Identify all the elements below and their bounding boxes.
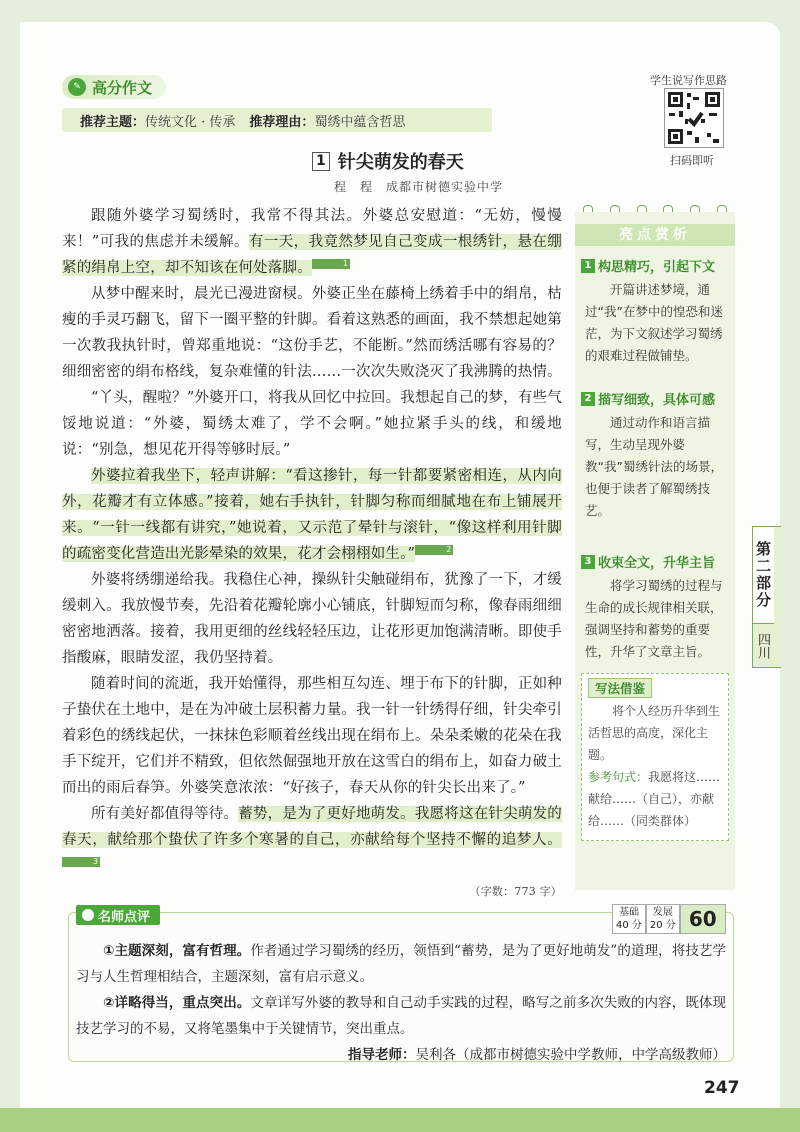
score-total: 60	[680, 904, 726, 934]
paragraph-1	[62, 203, 562, 281]
highlight-title-3	[575, 552, 735, 571]
recommend-bar	[62, 108, 492, 132]
score-basic-value: 40 分	[616, 920, 642, 931]
score-development	[646, 904, 680, 934]
highlight-title-1-text: 构思精巧，引起下文	[598, 260, 716, 275]
score-basic-label: 基础	[618, 907, 639, 918]
highlight-num-3: 3	[581, 555, 595, 569]
p7-text: 所有美好都值得等待。	[91, 806, 239, 822]
qr-code-icon[interactable]	[664, 88, 724, 148]
essay-number: 1	[312, 152, 330, 171]
score-dev-label: 发展	[652, 907, 673, 918]
p7-highlight: 蓄势，是为了更好地萌发。我愿将这在针尖萌发的春天，献给那个蛰伏了许多个寒暑的自己，亦献给每个坚持不懈的追梦人。	[62, 806, 563, 848]
tip-text: 将个人经历升华到生活哲思的高度，深化主题。	[588, 704, 721, 762]
paragraph-3: “丫头，醒啦？”外婆开口，将我从回忆中拉回。我想起自己的梦，有些气馁地说道：“外婆，蜀绣太难了，学不会啊。”她拉紧手头的线，和缓地说：“别急，想见花开得等够时辰。”	[62, 390, 562, 458]
highlight-title-2	[575, 389, 735, 408]
pen-icon: ✎	[68, 78, 86, 96]
review-tag	[76, 905, 160, 925]
paragraph-5: 外婆将绣绷递给我。我稳住心神，操纵针尖触碰绢布，犹豫了一下，才缓缓刺入。我放慢节奏，先沿着花瓣轮廓小心铺底，针脚短而匀称，像春雨细细密密地洒落。接着，我用更细的丝线轻轻压边，让花形更加饱满清晰。即使手指酸麻，眼睛发涩，我仍坚持着。	[62, 572, 562, 666]
qr-label: 扫码即听	[670, 154, 714, 167]
highlights-sidebar	[575, 212, 735, 890]
highlight-title-1	[575, 256, 735, 275]
topic-value: 传统文化 · 传承	[145, 114, 236, 130]
note-mark-2: 2	[415, 545, 453, 555]
essay-title	[312, 148, 464, 174]
review-point-2-text: 文章详写外婆的教导和自己动手实践的过程，略写之前多次失败的内容，既体现技艺学习的不易，又将笔墨集中于关键情节，突出重点。	[76, 995, 727, 1037]
p1-text: 跟随外婆学习蜀绣时，我常不得其法。外婆总安慰道：“无妨，慢慢来！”可我的焦虑并未缓解。	[62, 208, 562, 250]
section-label	[62, 75, 166, 99]
chapter-tab[interactable]	[752, 526, 781, 668]
paragraph-2: 从梦中醒来时，晨光已漫进窗棂。外婆正坐在藤椅上绣着手中的绢帛，枯瘦的手灵巧翻飞，留下一圈平整的针脚。看着这熟悉的画面，我不禁想起她第一次教我执针时，曾郑重地说：“这份手艺，不能断。”然而绣活哪有容易的？细细密密的绢布格线，复杂难懂的针法……一次次失败浇灭了我沸腾的热情。	[62, 286, 562, 380]
highlight-num-1: 1	[581, 259, 595, 273]
note-mark-1: 1	[312, 259, 350, 269]
paragraph-7	[62, 801, 562, 879]
page-number: 247	[704, 1078, 740, 1098]
review-point-2	[76, 990, 726, 1042]
p4-highlight: 外婆拉着我坐下，轻声讲解：“看这掺针，每一针都要紧密相连，从内向外，花瓣才有立体感。”接着，她右手执针，针脚匀称而细腻地在布上铺展开来。“一针一线都有讲究，”她说着，又示范了晕针与滚针，“像这样利用针脚的疏密变化营造出光影晕染的效果，花才会栩栩如生。”	[62, 468, 562, 562]
review-point-1-title: ①主题深刻，富有哲理。	[103, 943, 251, 959]
highlight-num-2: 2	[581, 392, 595, 406]
paragraph-4	[62, 463, 562, 567]
review-tag-text: 名师点评	[98, 909, 151, 925]
tab-part: 第二部分	[753, 527, 774, 624]
reason-value: 蜀绣中蕴含哲思	[314, 114, 406, 130]
p1-highlight: 有一天，我竟然梦见自己变成一根绣针，悬在绷紧的绢帛上空，却不知该在何处落脚。	[62, 234, 563, 276]
essay-body	[62, 203, 562, 905]
score-basic	[612, 904, 646, 934]
byline: 程 程 成都市树德实验中学	[334, 180, 504, 194]
teacher-text: 吴利各（成都市树德实验中学教师，中学高级教师）	[415, 1047, 726, 1063]
teacher-credit	[76, 1042, 726, 1068]
note-mark-3: 3	[62, 857, 100, 867]
highlight-text-3: 将学习蜀绣的过程与生命的成长规律相关联，强调坚持和蓄势的重要性，升华了文章主旨。	[585, 578, 723, 659]
sidebar-heading-text: 亮点赏析	[619, 227, 691, 243]
review-point-1	[76, 938, 726, 990]
qr-caption: 学生说写作思路	[650, 74, 727, 87]
tip-reference	[588, 766, 722, 832]
tab-region: 四川	[755, 632, 770, 659]
bottom-band	[0, 1108, 800, 1132]
highlight-text-1: 开篇讲述梦境，通过“我”在梦中的惶恐和迷茫，为下文叙述学习蜀绣的艰难过程做铺垫。	[585, 282, 723, 363]
essay-title-text: 针尖萌发的春天	[337, 152, 464, 173]
highlight-text-2: 通过动作和语言描写，生动呈现外婆教“我”蜀绣针法的场景，也便于读者了解蜀绣技艺。	[585, 415, 723, 518]
highlight-title-2-text: 描写细致，具体可感	[598, 393, 716, 408]
word-count: （字数：773 字）	[469, 885, 562, 898]
teacher-label: 指导老师：	[348, 1047, 416, 1063]
tip-ref-text: 我愿将这……献给……（自己），亦献给……（同类群体）	[588, 770, 721, 828]
review-body	[76, 938, 726, 1068]
score-box	[612, 904, 726, 934]
paragraph-6: 随着时间的流逝，我开始懂得，那些相互勾连、埋于布下的针脚，正如种子蛰伏在土地中，是在为冲破土层积蓄力量。我一针一针绣得仔细，针尖牵引着彩色的绣线起伏，一抹抹色彩顺着丝线出现在绢布上。朵朵柔嫩的花朵在我手下绽开，它们并不精致，但依然倔强地开放在这雪白的绢布上，如奋力破土而出的雨后春笋。外婆笑意浓浓：“好孩子，春天从你的针尖长出来了。”	[62, 676, 562, 796]
writing-tip-box	[581, 673, 729, 841]
tip-ref-label: 参考句式：	[588, 770, 649, 784]
highlight-title-3-text: 收束全文，升华主旨	[598, 556, 716, 571]
section-label-text: 高分作文	[92, 78, 153, 97]
score-dev-value: 20 分	[649, 920, 676, 931]
topic-label: 推荐主题：	[80, 114, 146, 130]
tip-label: 写法借鉴	[588, 678, 652, 698]
reason-label: 推荐理由：	[249, 114, 315, 130]
review-point-2-title: ②详略得当，重点突出。	[103, 995, 251, 1011]
person-icon	[82, 909, 94, 921]
sidebar-heading	[575, 224, 735, 246]
review-point-1-text: 作者通过学习蜀绣的经历，领悟到“蓄势，是为了更好地萌发”的道理，将技艺学习与人生哲理相结合，主题深刻，富有启示意义。	[76, 943, 726, 985]
